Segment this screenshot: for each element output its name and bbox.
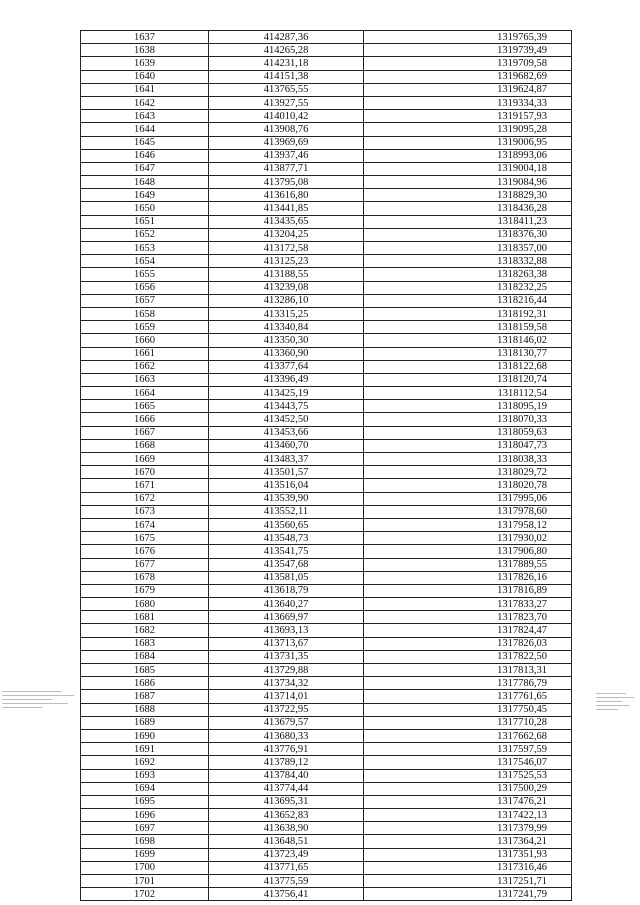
table-row: [81, 782, 572, 795]
point-number-cell: 1650: [81, 202, 209, 215]
x-coordinate-cell: 413680,33: [209, 729, 364, 742]
table-row: [81, 795, 572, 808]
y-coordinate-cell: 1319095,28: [364, 123, 572, 136]
table-row: [81, 242, 572, 255]
x-coordinate-cell: 413640,27: [209, 598, 364, 611]
x-coordinate-cell: 413435,65: [209, 215, 364, 228]
x-coordinate-cell: 413722,95: [209, 703, 364, 716]
y-coordinate-cell: 1319739,49: [364, 44, 572, 57]
x-coordinate-cell: 413286,10: [209, 294, 364, 307]
y-coordinate-cell: 1317364,21: [364, 835, 572, 848]
point-number-cell: 1683: [81, 637, 209, 650]
table-row: [81, 848, 572, 861]
table-row: [81, 637, 572, 650]
table-row: [81, 321, 572, 334]
table-row: [81, 611, 572, 624]
table-row: [81, 215, 572, 228]
y-coordinate-cell: 1317241,79: [364, 888, 572, 901]
table-row: [81, 835, 572, 848]
table-row: [81, 875, 572, 888]
table-row: [81, 439, 572, 452]
point-number-cell: 1639: [81, 57, 209, 70]
point-number-cell: 1643: [81, 110, 209, 123]
point-number-cell: 1652: [81, 228, 209, 241]
point-number-cell: 1699: [81, 848, 209, 861]
table-row: [81, 650, 572, 663]
y-coordinate-cell: 1317995,06: [364, 492, 572, 505]
y-coordinate-cell: 1318112,54: [364, 387, 572, 400]
table-row: [81, 532, 572, 545]
y-coordinate-cell: 1318120,74: [364, 373, 572, 386]
x-coordinate-cell: 414287,36: [209, 31, 364, 44]
x-coordinate-cell: 413969,69: [209, 136, 364, 149]
point-number-cell: 1658: [81, 307, 209, 320]
table-row: [81, 189, 572, 202]
point-number-cell: 1655: [81, 268, 209, 281]
x-coordinate-cell: 414151,38: [209, 70, 364, 83]
x-coordinate-cell: 414265,28: [209, 44, 364, 57]
table-row: [81, 176, 572, 189]
table-row: [81, 70, 572, 83]
y-coordinate-cell: 1319004,18: [364, 162, 572, 175]
y-coordinate-cell: 1318059,63: [364, 426, 572, 439]
point-number-cell: 1681: [81, 611, 209, 624]
table-row: [81, 294, 572, 307]
x-coordinate-cell: 413669,97: [209, 611, 364, 624]
y-coordinate-cell: 1318029,72: [364, 466, 572, 479]
x-coordinate-cell: 413541,75: [209, 545, 364, 558]
x-coordinate-cell: 413377,64: [209, 360, 364, 373]
point-number-cell: 1654: [81, 255, 209, 268]
point-number-cell: 1672: [81, 492, 209, 505]
point-number-cell: 1653: [81, 242, 209, 255]
table-row: [81, 96, 572, 109]
point-number-cell: 1679: [81, 584, 209, 597]
y-coordinate-cell: 1318829,30: [364, 189, 572, 202]
x-coordinate-cell: 413638,90: [209, 822, 364, 835]
point-number-cell: 1677: [81, 558, 209, 571]
point-number-cell: 1659: [81, 321, 209, 334]
x-coordinate-cell: 413789,12: [209, 756, 364, 769]
y-coordinate-cell: 1317379,99: [364, 822, 572, 835]
table-row: [81, 334, 572, 347]
point-number-cell: 1642: [81, 96, 209, 109]
point-number-cell: 1673: [81, 505, 209, 518]
y-coordinate-cell: 1317251,71: [364, 875, 572, 888]
y-coordinate-cell: 1318411,23: [364, 215, 572, 228]
table-row: [81, 479, 572, 492]
y-coordinate-cell: 1319765,39: [364, 31, 572, 44]
table-row: [81, 123, 572, 136]
y-coordinate-cell: 1317710,28: [364, 716, 572, 729]
y-coordinate-cell: 1318376,30: [364, 228, 572, 241]
y-coordinate-cell: 1319084,96: [364, 176, 572, 189]
x-coordinate-cell: 413795,08: [209, 176, 364, 189]
point-number-cell: 1665: [81, 400, 209, 413]
point-number-cell: 1645: [81, 136, 209, 149]
table-row: [81, 413, 572, 426]
table-row: [81, 387, 572, 400]
scan-mark-right: [596, 690, 636, 713]
table-row: [81, 690, 572, 703]
table-row: [81, 466, 572, 479]
y-coordinate-cell: 1317351,93: [364, 848, 572, 861]
x-coordinate-cell: 413648,51: [209, 835, 364, 848]
point-number-cell: 1700: [81, 861, 209, 874]
y-coordinate-cell: 1319682,69: [364, 70, 572, 83]
y-coordinate-cell: 1318332,88: [364, 255, 572, 268]
x-coordinate-cell: 413693,13: [209, 624, 364, 637]
point-number-cell: 1702: [81, 888, 209, 901]
point-number-cell: 1689: [81, 716, 209, 729]
x-coordinate-cell: 413172,58: [209, 242, 364, 255]
table-row: [81, 268, 572, 281]
y-coordinate-cell: 1317833,27: [364, 598, 572, 611]
table-row: [81, 373, 572, 386]
y-coordinate-cell: 1318216,44: [364, 294, 572, 307]
point-number-cell: 1670: [81, 466, 209, 479]
table-row: [81, 57, 572, 70]
point-number-cell: 1663: [81, 373, 209, 386]
table-row: [81, 149, 572, 162]
table-row: [81, 307, 572, 320]
table-row: [81, 822, 572, 835]
x-coordinate-cell: 413340,84: [209, 321, 364, 334]
point-number-cell: 1651: [81, 215, 209, 228]
point-number-cell: 1661: [81, 347, 209, 360]
y-coordinate-cell: 1318146,02: [364, 334, 572, 347]
table-row: [81, 861, 572, 874]
x-coordinate-cell: 413729,88: [209, 664, 364, 677]
point-number-cell: 1637: [81, 31, 209, 44]
point-number-cell: 1638: [81, 44, 209, 57]
y-coordinate-cell: 1317813,31: [364, 664, 572, 677]
point-number-cell: 1641: [81, 83, 209, 96]
y-coordinate-cell: 1317930,02: [364, 532, 572, 545]
point-number-cell: 1686: [81, 677, 209, 690]
point-number-cell: 1656: [81, 281, 209, 294]
x-coordinate-cell: 413927,55: [209, 96, 364, 109]
x-coordinate-cell: 413483,37: [209, 453, 364, 466]
x-coordinate-cell: 413350,30: [209, 334, 364, 347]
x-coordinate-cell: 413360,90: [209, 347, 364, 360]
point-number-cell: 1644: [81, 123, 209, 136]
y-coordinate-cell: 1318130,77: [364, 347, 572, 360]
point-number-cell: 1687: [81, 690, 209, 703]
table-row: [81, 756, 572, 769]
table-row: [81, 492, 572, 505]
table-row: [81, 360, 572, 373]
scan-mark-left: [2, 688, 78, 711]
x-coordinate-cell: 413765,55: [209, 83, 364, 96]
y-coordinate-cell: 1317476,21: [364, 795, 572, 808]
y-coordinate-cell: 1318159,58: [364, 321, 572, 334]
point-number-cell: 1694: [81, 782, 209, 795]
x-coordinate-cell: 413723,49: [209, 848, 364, 861]
point-number-cell: 1671: [81, 479, 209, 492]
x-coordinate-cell: 413731,35: [209, 650, 364, 663]
x-coordinate-cell: 413714,01: [209, 690, 364, 703]
table-row: [81, 703, 572, 716]
x-coordinate-cell: 413547,68: [209, 558, 364, 571]
table-row: [81, 83, 572, 96]
y-coordinate-cell: 1317786,79: [364, 677, 572, 690]
y-coordinate-cell: 1317958,12: [364, 518, 572, 531]
x-coordinate-cell: 413652,83: [209, 809, 364, 822]
point-number-cell: 1695: [81, 795, 209, 808]
x-coordinate-cell: 413679,57: [209, 716, 364, 729]
point-number-cell: 1669: [81, 453, 209, 466]
x-coordinate-cell: 413425,19: [209, 387, 364, 400]
table-row: [81, 624, 572, 637]
table-row: [81, 228, 572, 241]
x-coordinate-cell: 413937,46: [209, 149, 364, 162]
x-coordinate-cell: 413204,25: [209, 228, 364, 241]
y-coordinate-cell: 1318436,28: [364, 202, 572, 215]
y-coordinate-cell: 1317761,65: [364, 690, 572, 703]
point-number-cell: 1666: [81, 413, 209, 426]
y-coordinate-cell: 1318263,38: [364, 268, 572, 281]
table-row: [81, 162, 572, 175]
point-number-cell: 1660: [81, 334, 209, 347]
y-coordinate-cell: 1317316,46: [364, 861, 572, 874]
x-coordinate-cell: 413695,31: [209, 795, 364, 808]
table-row: [81, 44, 572, 57]
point-number-cell: 1662: [81, 360, 209, 373]
y-coordinate-cell: 1317500,29: [364, 782, 572, 795]
table-row: [81, 743, 572, 756]
x-coordinate-cell: 413618,79: [209, 584, 364, 597]
point-number-cell: 1676: [81, 545, 209, 558]
y-coordinate-cell: 1317824,47: [364, 624, 572, 637]
x-coordinate-cell: 413239,08: [209, 281, 364, 294]
table-row: [81, 558, 572, 571]
y-coordinate-cell: 1317597,59: [364, 743, 572, 756]
x-coordinate-cell: 413784,40: [209, 769, 364, 782]
point-number-cell: 1646: [81, 149, 209, 162]
y-coordinate-cell: 1318070,33: [364, 413, 572, 426]
x-coordinate-cell: 413775,59: [209, 875, 364, 888]
point-number-cell: 1693: [81, 769, 209, 782]
x-coordinate-cell: 413441,85: [209, 202, 364, 215]
y-coordinate-cell: 1317906,80: [364, 545, 572, 558]
point-number-cell: 1649: [81, 189, 209, 202]
y-coordinate-cell: 1318993,06: [364, 149, 572, 162]
y-coordinate-cell: 1317750,45: [364, 703, 572, 716]
x-coordinate-cell: 413908,76: [209, 123, 364, 136]
y-coordinate-cell: 1317826,16: [364, 571, 572, 584]
point-number-cell: 1664: [81, 387, 209, 400]
table-row: [81, 255, 572, 268]
y-coordinate-cell: 1317826,03: [364, 637, 572, 650]
table-row: [81, 888, 572, 901]
table-row: [81, 31, 572, 44]
y-coordinate-cell: 1319334,33: [364, 96, 572, 109]
x-coordinate-cell: 413771,65: [209, 861, 364, 874]
y-coordinate-cell: 1318232,25: [364, 281, 572, 294]
y-coordinate-cell: 1318047,73: [364, 439, 572, 452]
y-coordinate-cell: 1318122,68: [364, 360, 572, 373]
y-coordinate-cell: 1317525,53: [364, 769, 572, 782]
y-coordinate-cell: 1317422,13: [364, 809, 572, 822]
table-row: [81, 545, 572, 558]
y-coordinate-cell: 1319006,95: [364, 136, 572, 149]
point-number-cell: 1697: [81, 822, 209, 835]
point-number-cell: 1680: [81, 598, 209, 611]
y-coordinate-cell: 1317823,70: [364, 611, 572, 624]
y-coordinate-cell: 1318020,78: [364, 479, 572, 492]
y-coordinate-cell: 1318095,19: [364, 400, 572, 413]
y-coordinate-cell: 1318357,00: [364, 242, 572, 255]
x-coordinate-cell: 413776,91: [209, 743, 364, 756]
x-coordinate-cell: 413460,70: [209, 439, 364, 452]
y-coordinate-cell: 1318038,33: [364, 453, 572, 466]
table-row: [81, 202, 572, 215]
point-number-cell: 1647: [81, 162, 209, 175]
x-coordinate-cell: 413125,23: [209, 255, 364, 268]
y-coordinate-cell: 1317662,68: [364, 729, 572, 742]
x-coordinate-cell: 413734,32: [209, 677, 364, 690]
point-number-cell: 1684: [81, 650, 209, 663]
y-coordinate-cell: 1318192,31: [364, 307, 572, 320]
table-row: [81, 518, 572, 531]
table-row: [81, 598, 572, 611]
table-row: [81, 729, 572, 742]
point-number-cell: 1682: [81, 624, 209, 637]
point-number-cell: 1685: [81, 664, 209, 677]
x-coordinate-cell: 413560,65: [209, 518, 364, 531]
x-coordinate-cell: 414010,42: [209, 110, 364, 123]
x-coordinate-cell: 413516,04: [209, 479, 364, 492]
point-number-cell: 1688: [81, 703, 209, 716]
y-coordinate-cell: 1317546,07: [364, 756, 572, 769]
x-coordinate-cell: 413501,57: [209, 466, 364, 479]
y-coordinate-cell: 1319709,58: [364, 57, 572, 70]
point-number-cell: 1690: [81, 729, 209, 742]
x-coordinate-cell: 413713,67: [209, 637, 364, 650]
table-row: [81, 453, 572, 466]
table-row: [81, 584, 572, 597]
x-coordinate-cell: 413877,71: [209, 162, 364, 175]
x-coordinate-cell: 413188,55: [209, 268, 364, 281]
y-coordinate-cell: 1319624,87: [364, 83, 572, 96]
x-coordinate-cell: 413581,05: [209, 571, 364, 584]
point-number-cell: 1678: [81, 571, 209, 584]
y-coordinate-cell: 1317816,89: [364, 584, 572, 597]
x-coordinate-cell: 413315,25: [209, 307, 364, 320]
table-row: [81, 281, 572, 294]
coordinates-table: [80, 30, 572, 901]
table-row: [81, 136, 572, 149]
table-row: [81, 505, 572, 518]
point-number-cell: 1640: [81, 70, 209, 83]
point-number-cell: 1692: [81, 756, 209, 769]
table-row: [81, 664, 572, 677]
table-row: [81, 347, 572, 360]
x-coordinate-cell: 413548,73: [209, 532, 364, 545]
x-coordinate-cell: 413396,49: [209, 373, 364, 386]
table-row: [81, 426, 572, 439]
x-coordinate-cell: 413443,75: [209, 400, 364, 413]
point-number-cell: 1691: [81, 743, 209, 756]
x-coordinate-cell: 413452,50: [209, 413, 364, 426]
y-coordinate-cell: 1319157,93: [364, 110, 572, 123]
point-number-cell: 1668: [81, 439, 209, 452]
table-row: [81, 677, 572, 690]
point-number-cell: 1701: [81, 875, 209, 888]
table-row: [81, 571, 572, 584]
x-coordinate-cell: 413453,66: [209, 426, 364, 439]
point-number-cell: 1657: [81, 294, 209, 307]
x-coordinate-cell: 413539,90: [209, 492, 364, 505]
y-coordinate-cell: 1317978,60: [364, 505, 572, 518]
table-row: [81, 110, 572, 123]
y-coordinate-cell: 1317822,50: [364, 650, 572, 663]
point-number-cell: 1675: [81, 532, 209, 545]
point-number-cell: 1648: [81, 176, 209, 189]
table-row: [81, 716, 572, 729]
table-row: [81, 769, 572, 782]
x-coordinate-cell: 413552,11: [209, 505, 364, 518]
x-coordinate-cell: 413616,80: [209, 189, 364, 202]
table-row: [81, 400, 572, 413]
point-number-cell: 1698: [81, 835, 209, 848]
point-number-cell: 1696: [81, 809, 209, 822]
point-number-cell: 1674: [81, 518, 209, 531]
table-row: [81, 809, 572, 822]
point-number-cell: 1667: [81, 426, 209, 439]
x-coordinate-cell: 413774,44: [209, 782, 364, 795]
coordinates-table-body: [81, 31, 572, 901]
x-coordinate-cell: 414231,18: [209, 57, 364, 70]
x-coordinate-cell: 413756,41: [209, 888, 364, 901]
y-coordinate-cell: 1317889,55: [364, 558, 572, 571]
